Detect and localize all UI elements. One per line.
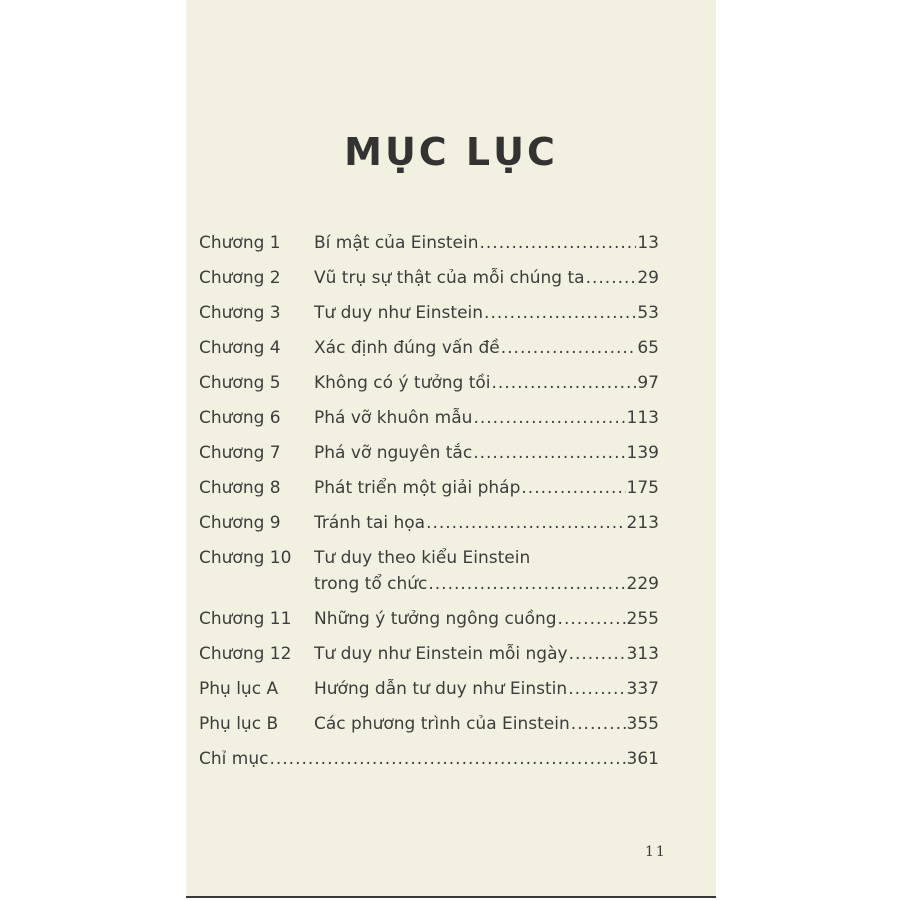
page-ref: 139 <box>626 443 659 463</box>
chapter-title-line1: Tư duy theo kiểu Einstein <box>314 548 531 568</box>
chapter-title: Phá vỡ khuôn mẫu <box>314 408 473 428</box>
chapter-label: Chương 8 <box>199 478 281 498</box>
page-ref: 355 <box>626 714 659 734</box>
page-bottom-edge <box>186 896 716 898</box>
chapter-title: Xác định đúng vấn đề <box>314 338 500 358</box>
page-ref: 175 <box>626 478 659 498</box>
page-ref: 113 <box>626 408 659 428</box>
chapter-title: Tư duy như Einstein mỗi ngày <box>314 644 568 664</box>
chapter-title: Phát triển một giải pháp <box>314 478 521 498</box>
chapter-label: Chương 6 <box>199 408 281 428</box>
page-ref: 337 <box>626 679 659 699</box>
dot-leader <box>586 265 637 291</box>
chapter-title: Tư duy như Einstein <box>314 303 484 323</box>
dot-leader <box>480 230 637 256</box>
toc-entry <box>199 440 659 475</box>
page-number: 11 <box>645 844 667 860</box>
toc-entry <box>199 510 659 545</box>
chapter-title: Bí mật của Einstein <box>314 233 479 253</box>
toc-entry <box>199 230 659 265</box>
chapter-label: Chương 12 <box>199 644 292 664</box>
page-ref: 97 <box>637 373 659 393</box>
dot-leader <box>473 440 625 466</box>
toc-entry <box>199 606 659 641</box>
dot-leader <box>521 475 625 501</box>
page-ref: 229 <box>626 574 659 594</box>
dot-leader <box>569 641 626 667</box>
dot-leader <box>558 606 626 632</box>
index-title: Chỉ mục <box>199 749 269 769</box>
toc-entry <box>199 676 659 711</box>
page-ref: 53 <box>637 303 659 323</box>
dot-leader <box>473 405 625 431</box>
chapter-title: Tránh tai họa <box>314 513 426 533</box>
chapter-label: Chương 5 <box>199 373 281 393</box>
appendix-label: Phụ lục B <box>199 714 279 734</box>
page-ref: 255 <box>626 609 659 629</box>
chapter-title: Không có ý tưởng tồi <box>314 373 491 393</box>
chapter-title: Phá vỡ nguyên tắc <box>314 443 473 463</box>
page-ref: 65 <box>637 338 659 358</box>
toc-entry <box>199 545 659 606</box>
dot-leader <box>568 676 625 702</box>
chapter-title: trong tổ chức <box>314 574 428 594</box>
chapter-title: Vũ trụ sự thật của mỗi chúng ta <box>314 268 585 288</box>
appendix-label: Phụ lục A <box>199 679 279 699</box>
chapter-label: Chương 9 <box>199 513 281 533</box>
toc-entry <box>199 641 659 676</box>
dot-leader <box>492 370 637 396</box>
chapter-label: Chương 3 <box>199 303 281 323</box>
chapter-label: Chương 2 <box>199 268 281 288</box>
dot-leader <box>428 571 625 597</box>
toc-entry-index <box>199 746 659 781</box>
table-of-contents <box>199 230 659 781</box>
chapter-label: Chương 4 <box>199 338 281 358</box>
dot-leader <box>571 711 626 737</box>
toc-entry <box>199 265 659 300</box>
chapter-label: Chương 10 <box>199 548 292 568</box>
page-ref: 361 <box>626 749 659 769</box>
chapter-label: Chương 1 <box>199 233 281 253</box>
dot-leader <box>426 510 625 536</box>
page-ref: 29 <box>637 268 659 288</box>
toc-entry <box>199 475 659 510</box>
dot-leader <box>501 335 637 361</box>
chapter-label: Chương 7 <box>199 443 281 463</box>
chapter-title: Những ý tưởng ngông cuồng <box>314 609 557 629</box>
dot-leader <box>484 300 636 326</box>
toc-entry <box>199 405 659 440</box>
toc-entry <box>199 335 659 370</box>
page-ref: 13 <box>637 233 659 253</box>
dot-leader <box>269 746 625 772</box>
toc-entry <box>199 711 659 746</box>
toc-entry <box>199 300 659 335</box>
appendix-title: Hướng dẫn tư duy như Einstin <box>314 679 568 699</box>
page-ref: 213 <box>626 513 659 533</box>
page-title: MỤC LỤC <box>344 130 558 174</box>
toc-entry <box>199 370 659 405</box>
page-ref: 313 <box>626 644 659 664</box>
appendix-title: Các phương trình của Einstein <box>314 714 570 734</box>
chapter-label: Chương 11 <box>199 609 292 629</box>
